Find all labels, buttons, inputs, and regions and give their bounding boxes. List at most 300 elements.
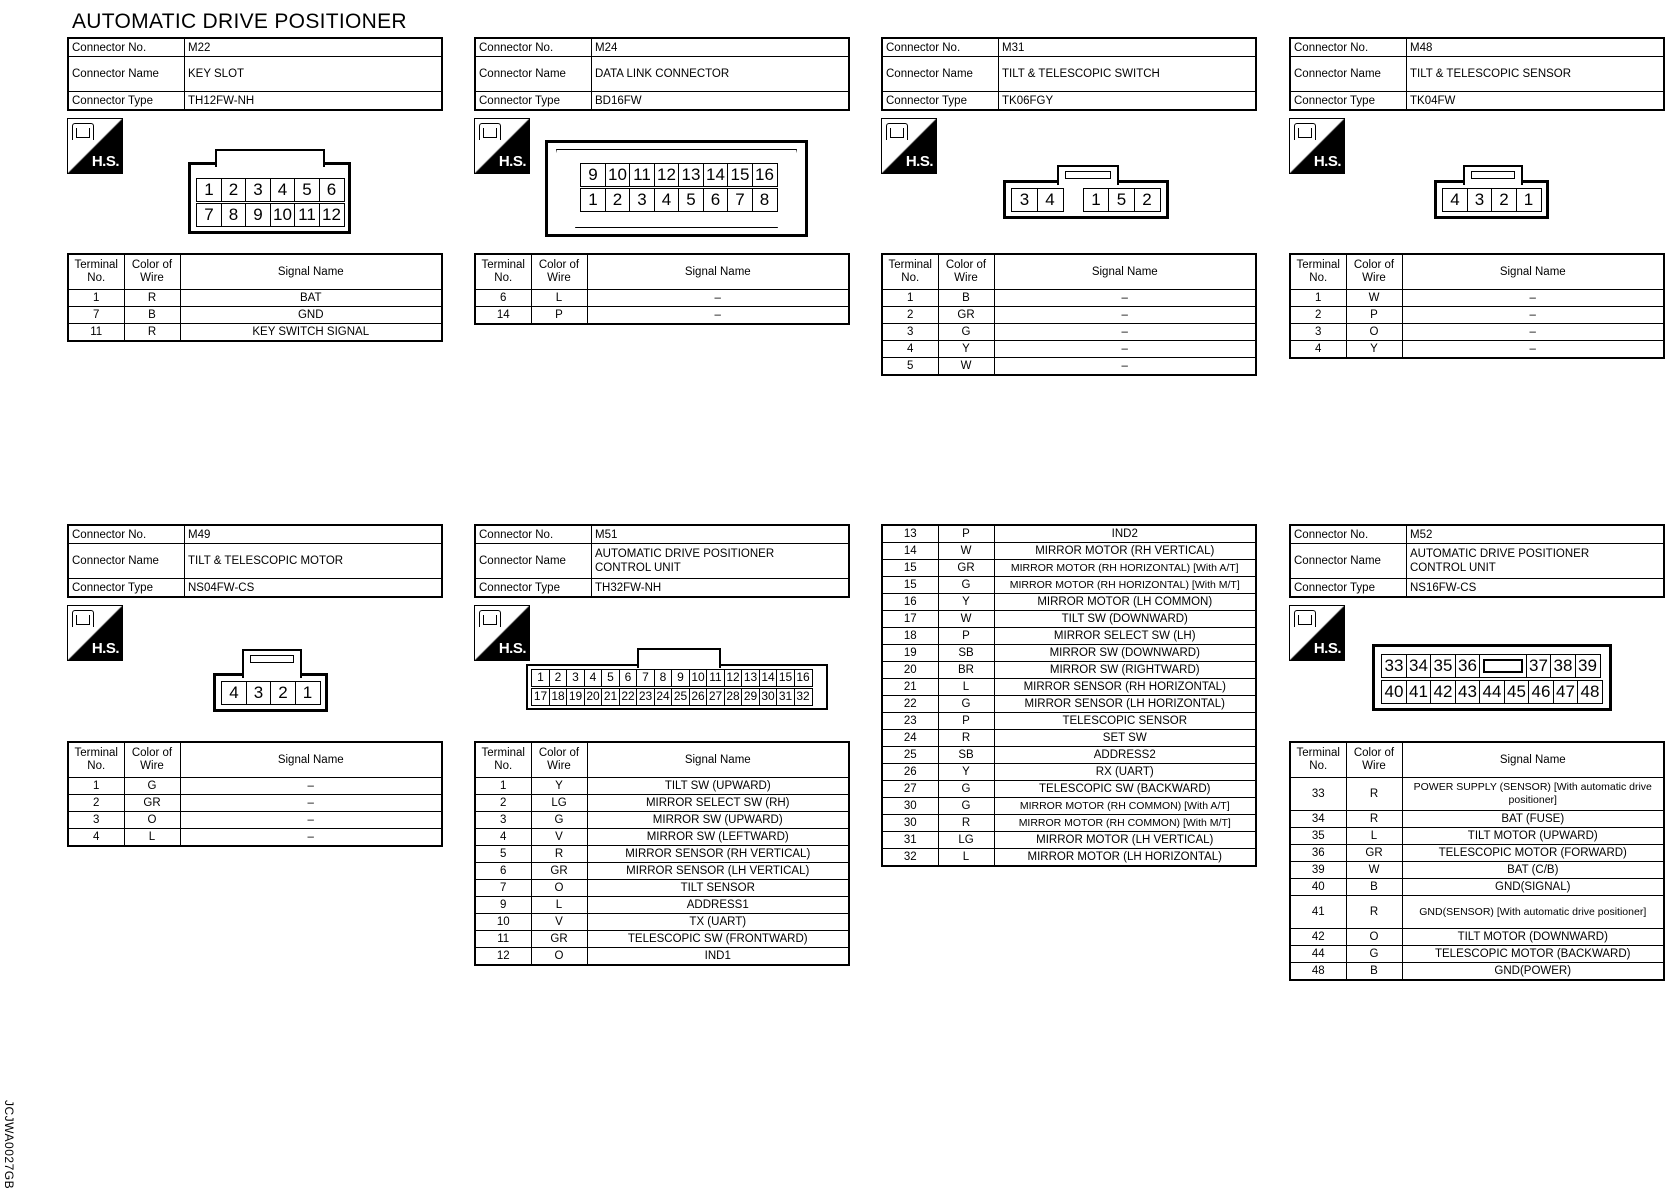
table-row	[882, 713, 1256, 730]
wire-color-cell: L	[531, 290, 587, 307]
connector-glyph-icon	[479, 610, 501, 627]
table-row	[1290, 845, 1664, 862]
signal-name-cell: –	[994, 358, 1256, 376]
wire-color-cell: R	[938, 730, 994, 747]
table-row	[1290, 811, 1664, 828]
terminal-no-cell: 27	[882, 781, 938, 798]
wire-color-cell: BR	[938, 662, 994, 679]
terminal-no-cell: 2	[475, 795, 531, 812]
signal-name-cell: TELESCOPIC SW (FRONTWARD)	[587, 931, 849, 948]
wire-color-cell: LG	[531, 795, 587, 812]
wire-color-cell: Y	[531, 778, 587, 795]
table-row	[1290, 946, 1664, 963]
hs-badge-label: H.S.	[905, 153, 933, 170]
signal-name-header: Signal Name	[994, 254, 1256, 290]
terminal-pin: 46	[1528, 680, 1554, 704]
terminal-no-cell: 7	[475, 880, 531, 897]
connector-type-label: Connector Type	[882, 92, 999, 111]
terminal-no-cell: 13	[882, 525, 938, 543]
terminal-no-cell: 3	[882, 324, 938, 341]
wire-color-cell: O	[1346, 929, 1402, 946]
signal-name-cell: GND	[180, 307, 442, 324]
wire-color-cell: V	[531, 829, 587, 846]
harness-side-icon	[881, 118, 937, 174]
terminal-pin: 14	[759, 669, 778, 687]
signal-name-cell: MIRROR SW (UPWARD)	[587, 812, 849, 829]
terminal-pin: 2	[1134, 188, 1161, 212]
terminal-pin: 4	[584, 669, 603, 687]
connector-type-value: BD16FW	[592, 92, 850, 111]
signal-name-cell: –	[1402, 324, 1664, 341]
terminal-no-cell: 32	[882, 849, 938, 867]
signal-name-cell: TELESCOPIC SW (BACKWARD)	[994, 781, 1256, 798]
pin-row-bottom	[531, 688, 811, 706]
terminal-pin: 44	[1479, 680, 1505, 704]
table-row	[882, 679, 1256, 696]
color-of-wire-header: Color of Wire	[124, 254, 180, 290]
terminal-no-cell: 1	[1290, 290, 1346, 307]
terminal-pin: 20	[584, 688, 603, 706]
terminal-no-cell: 10	[475, 914, 531, 931]
signal-name-cell: –	[180, 812, 442, 829]
table-row	[1290, 324, 1664, 341]
connector-m48-face	[1434, 180, 1549, 219]
table-row	[882, 577, 1256, 594]
terminal-no-cell: 24	[882, 730, 938, 747]
terminal-no-cell: 4	[1290, 341, 1346, 359]
connector-m48-header	[1289, 37, 1665, 111]
terminal-no-header: Terminal No.	[1290, 254, 1346, 290]
harness-side-icon	[1289, 605, 1345, 661]
terminal-pin: 35	[1430, 654, 1456, 678]
wire-color-cell: R	[124, 290, 180, 307]
signal-name-cell: BAT (C/B)	[1402, 862, 1664, 879]
table-row	[68, 290, 442, 307]
pin-row	[1442, 188, 1540, 212]
wire-color-cell: O	[531, 880, 587, 897]
signal-name-cell: –	[587, 307, 849, 325]
wire-color-cell: Y	[938, 341, 994, 358]
signal-name-cell: –	[994, 324, 1256, 341]
signal-name-cell: –	[587, 290, 849, 307]
table-row	[1290, 879, 1664, 896]
pin-row-bottom	[580, 188, 776, 212]
terminal-pin: 1	[196, 178, 222, 202]
connector-m48-signal-table	[1289, 253, 1665, 359]
terminal-pin: 25	[671, 688, 690, 706]
table-row	[882, 696, 1256, 713]
table-row	[68, 795, 442, 812]
terminal-pin: 45	[1504, 680, 1530, 704]
terminal-no-header: Terminal No.	[68, 254, 124, 290]
pin-row-top	[531, 669, 811, 687]
connector-no-value: M52	[1407, 525, 1665, 544]
connector-name-label: Connector Name	[475, 57, 592, 92]
table-row	[1290, 307, 1664, 324]
terminal-pin: 3	[246, 681, 272, 705]
connector-glyph-icon	[479, 123, 501, 140]
table-row	[1290, 778, 1664, 811]
wire-color-cell: B	[124, 307, 180, 324]
wire-color-cell: R	[1346, 896, 1402, 929]
terminal-pin: 19	[566, 688, 585, 706]
terminal-pin: 4	[1037, 188, 1064, 212]
signal-name-cell: POWER SUPPLY (SENSOR) [With automatic drive positioner]	[1402, 778, 1664, 811]
terminal-pin: 23	[636, 688, 655, 706]
connector-name-label: Connector Name	[68, 57, 185, 92]
connector-glyph-icon	[1294, 610, 1316, 627]
connector-m49-signal-table	[67, 741, 443, 847]
wire-color-cell: G	[124, 778, 180, 795]
signal-name-cell: IND1	[587, 948, 849, 966]
connector-m52-header	[1289, 524, 1665, 598]
terminal-no-cell: 9	[475, 897, 531, 914]
terminal-no-header: Terminal No.	[475, 254, 531, 290]
terminal-pin: 2	[1491, 188, 1517, 212]
wire-color-cell: G	[531, 812, 587, 829]
hs-badge-label: H.S.	[498, 153, 526, 170]
connector-no-label: Connector No.	[882, 38, 999, 57]
terminal-no-cell: 16	[882, 594, 938, 611]
wire-color-cell: P	[1346, 307, 1402, 324]
terminal-no-cell: 18	[882, 628, 938, 645]
terminal-pin: 22	[619, 688, 638, 706]
terminal-pin: 3	[566, 669, 585, 687]
table-row	[1290, 341, 1664, 359]
wire-color-cell: G	[938, 696, 994, 713]
terminal-pin: 13	[678, 163, 704, 187]
signal-name-cell: TELESCOPIC MOTOR (FORWARD)	[1402, 845, 1664, 862]
terminal-pin: 39	[1575, 654, 1601, 678]
signal-name-cell: MIRROR MOTOR (RH HORIZONTAL) [With A/T]	[994, 560, 1256, 577]
connector-name-value: TILT & TELESCOPIC MOTOR	[185, 544, 443, 579]
signal-name-cell: –	[1402, 307, 1664, 324]
wire-color-cell: R	[1346, 811, 1402, 828]
terminal-pin: 9	[671, 669, 690, 687]
signal-name-header: Signal Name	[180, 742, 442, 778]
terminal-pin: 4	[221, 681, 247, 705]
terminal-pin: 15	[727, 163, 753, 187]
wire-color-cell: L	[938, 849, 994, 867]
connector-type-label: Connector Type	[475, 579, 592, 598]
connector-no-label: Connector No.	[475, 38, 592, 57]
hs-badge-label: H.S.	[91, 640, 119, 657]
terminal-pin: 6	[319, 178, 345, 202]
connector-m51-signal-table	[474, 741, 850, 966]
table-row	[475, 948, 849, 966]
connector-type-value: NS16FW-CS	[1407, 579, 1665, 598]
table-row	[882, 764, 1256, 781]
terminal-pin: 27	[706, 688, 725, 706]
wire-color-cell: B	[1346, 879, 1402, 896]
table-row	[882, 730, 1256, 747]
connector-no-value: M48	[1407, 38, 1665, 57]
signal-name-cell: MIRROR SW (LEFTWARD)	[587, 829, 849, 846]
page-title: AUTOMATIC DRIVE POSITIONER	[72, 10, 407, 33]
harness-side-icon	[474, 605, 530, 661]
wire-color-cell: G	[938, 577, 994, 594]
terminal-no-cell: 15	[882, 577, 938, 594]
terminal-pin: 2	[605, 188, 631, 212]
connector-name-line2: CONTROL UNIT	[595, 562, 681, 574]
terminal-pin: 5	[294, 178, 320, 202]
wire-color-cell: P	[938, 713, 994, 730]
terminal-pin: 42	[1430, 680, 1456, 704]
signal-name-cell: MIRROR SELECT SW (LH)	[994, 628, 1256, 645]
signal-name-cell: IND2	[994, 525, 1256, 543]
terminal-no-cell: 20	[882, 662, 938, 679]
terminal-pin: 6	[703, 188, 729, 212]
terminal-pin: 11	[294, 203, 320, 227]
terminal-pin: 1	[1083, 188, 1110, 212]
terminal-pin: 36	[1455, 654, 1481, 678]
pin-cavity	[1479, 654, 1527, 678]
wire-color-cell: L	[1346, 828, 1402, 845]
terminal-no-cell: 5	[475, 846, 531, 863]
signal-name-cell: –	[1402, 290, 1664, 307]
terminal-pin: 5	[678, 188, 704, 212]
terminal-no-cell: 21	[882, 679, 938, 696]
signal-name-cell: –	[180, 778, 442, 795]
harness-side-icon	[474, 118, 530, 174]
terminal-pin: 10	[689, 669, 708, 687]
terminal-pin: 16	[752, 163, 778, 187]
connector-type-label: Connector Type	[68, 92, 185, 111]
table-row	[475, 307, 849, 325]
connector-name-value: TILT & TELESCOPIC SWITCH	[999, 57, 1257, 92]
terminal-pin: 17	[531, 688, 550, 706]
signal-name-cell: –	[1402, 341, 1664, 359]
connector-name-value: DATA LINK CONNECTOR	[592, 57, 850, 92]
terminal-no-cell: 1	[882, 290, 938, 307]
signal-name-cell: BAT	[180, 290, 442, 307]
wire-color-cell: GR	[938, 560, 994, 577]
connector-latch	[215, 149, 325, 167]
signal-name-cell: MIRROR SENSOR (RH VERTICAL)	[587, 846, 849, 863]
terminal-pin: 3	[1011, 188, 1038, 212]
terminal-pin: 1	[531, 669, 550, 687]
terminal-pin: 43	[1455, 680, 1481, 704]
terminal-pin: 9	[245, 203, 271, 227]
signal-name-cell: –	[994, 290, 1256, 307]
terminal-pin: 8	[221, 203, 247, 227]
wire-color-cell: B	[938, 290, 994, 307]
signal-name-header: Signal Name	[1402, 254, 1664, 290]
signal-name-cell: TX (UART)	[587, 914, 849, 931]
connector-latch	[242, 649, 302, 678]
connector-name-line1: AUTOMATIC DRIVE POSITIONER	[1410, 548, 1590, 560]
connector-m31-signal-table	[881, 253, 1257, 376]
color-of-wire-header: Color of Wire	[124, 742, 180, 778]
terminal-pin: 18	[549, 688, 568, 706]
color-of-wire-header: Color of Wire	[938, 254, 994, 290]
wire-color-cell: W	[938, 358, 994, 376]
wire-color-cell: V	[531, 914, 587, 931]
connector-no-label: Connector No.	[1290, 525, 1407, 544]
table-row	[882, 543, 1256, 560]
wire-color-cell: Y	[1346, 341, 1402, 359]
connector-no-value: M24	[592, 38, 850, 57]
terminal-pin: 11	[706, 669, 725, 687]
pin-row-top	[1381, 654, 1599, 678]
terminal-pin: 40	[1381, 680, 1407, 704]
terminal-pin: 3	[1467, 188, 1493, 212]
terminal-pin: 24	[654, 688, 673, 706]
harness-side-icon	[1289, 118, 1345, 174]
signal-name-cell: MIRROR SENSOR (RH HORIZONTAL)	[994, 679, 1256, 696]
table-row	[475, 778, 849, 795]
terminal-no-cell: 36	[1290, 845, 1346, 862]
terminal-pin: 34	[1406, 654, 1432, 678]
pin-row-top	[580, 163, 776, 187]
connector-glyph-icon	[886, 123, 908, 140]
connector-latch	[1057, 165, 1119, 185]
connector-m51-header	[474, 524, 850, 598]
signal-name-cell: GND(SIGNAL)	[1402, 879, 1664, 896]
signal-name-cell: MIRROR SW (DOWNWARD)	[994, 645, 1256, 662]
connector-type-label: Connector Type	[1290, 92, 1407, 111]
table-row	[882, 781, 1256, 798]
terminal-pin: 13	[741, 669, 760, 687]
signal-name-cell: MIRROR MOTOR (RH COMMON) [With A/T]	[994, 798, 1256, 815]
wire-color-cell: B	[1346, 963, 1402, 981]
signal-name-cell: TILT SW (DOWNWARD)	[994, 611, 1256, 628]
terminal-no-cell: 30	[882, 815, 938, 832]
table-row	[475, 914, 849, 931]
terminal-no-cell: 44	[1290, 946, 1346, 963]
terminal-pin: 47	[1553, 680, 1579, 704]
table-row	[68, 324, 442, 342]
table-row	[882, 307, 1256, 324]
terminal-no-cell: 41	[1290, 896, 1346, 929]
terminal-pin: 7	[636, 669, 655, 687]
wire-color-cell: R	[938, 815, 994, 832]
signal-name-header: Signal Name	[587, 254, 849, 290]
table-row	[882, 560, 1256, 577]
wire-color-cell: GR	[531, 931, 587, 948]
connector-type-label: Connector Type	[475, 92, 592, 111]
pin-row	[221, 681, 319, 705]
terminal-no-cell: 1	[475, 778, 531, 795]
pin-row	[1011, 188, 1159, 212]
terminal-pin: 8	[752, 188, 778, 212]
terminal-pin: 9	[580, 163, 606, 187]
terminal-no-cell: 4	[882, 341, 938, 358]
connector-m24-header	[474, 37, 850, 111]
terminal-pin: 1	[295, 681, 321, 705]
terminal-pin: 14	[703, 163, 729, 187]
terminal-no-cell: 30	[882, 798, 938, 815]
connector-name-label: Connector Name	[882, 57, 999, 92]
connector-m49-face	[213, 673, 328, 712]
connector-m24-signal-table	[474, 253, 850, 325]
terminal-no-cell: 23	[882, 713, 938, 730]
table-row	[475, 812, 849, 829]
signal-name-cell: TILT SW (UPWARD)	[587, 778, 849, 795]
connector-no-value: M49	[185, 525, 443, 544]
table-row	[882, 324, 1256, 341]
color-of-wire-header: Color of Wire	[531, 254, 587, 290]
signal-name-cell: GND(POWER)	[1402, 963, 1664, 981]
connector-latch	[637, 648, 721, 668]
connector-name-label: Connector Name	[475, 544, 592, 579]
wire-color-cell: G	[938, 781, 994, 798]
connector-name-value	[1407, 544, 1665, 579]
signal-name-cell: MIRROR MOTOR (RH VERTICAL)	[994, 543, 1256, 560]
signal-name-cell: MIRROR SW (RIGHTWARD)	[994, 662, 1256, 679]
terminal-pin: 32	[794, 688, 813, 706]
terminal-no-cell: 11	[475, 931, 531, 948]
table-row	[68, 812, 442, 829]
terminal-no-cell: 15	[882, 560, 938, 577]
connector-type-value: TH32FW-NH	[592, 579, 850, 598]
signal-name-cell: KEY SWITCH SIGNAL	[180, 324, 442, 342]
wire-color-cell: G	[1346, 946, 1402, 963]
connector-m24-face	[545, 140, 808, 237]
signal-name-cell: –	[994, 341, 1256, 358]
wire-color-cell: R	[531, 846, 587, 863]
terminal-pin: 12	[724, 669, 743, 687]
wire-color-cell: W	[938, 543, 994, 560]
signal-name-cell: TELESCOPIC MOTOR (BACKWARD)	[1402, 946, 1664, 963]
color-of-wire-header: Color of Wire	[531, 742, 587, 778]
hs-badge-label: H.S.	[1313, 153, 1341, 170]
signal-name-cell: MIRROR MOTOR (LH HORIZONTAL)	[994, 849, 1256, 867]
terminal-no-cell: 40	[1290, 879, 1346, 896]
terminal-pin: 48	[1577, 680, 1603, 704]
table-row	[475, 880, 849, 897]
terminal-no-cell: 4	[68, 829, 124, 847]
connector-latch	[1463, 165, 1523, 185]
hs-badge-label: H.S.	[498, 640, 526, 657]
harness-side-icon	[67, 118, 123, 174]
terminal-no-cell: 12	[475, 948, 531, 966]
terminal-no-cell: 1	[68, 290, 124, 307]
signal-name-cell: TELESCOPIC SENSOR	[994, 713, 1256, 730]
terminal-no-cell: 14	[882, 543, 938, 560]
terminal-no-cell: 31	[882, 832, 938, 849]
terminal-pin: 2	[549, 669, 568, 687]
terminal-no-cell: 34	[1290, 811, 1346, 828]
wire-color-cell: P	[531, 307, 587, 325]
terminal-pin: 11	[629, 163, 655, 187]
pin-row-bottom	[1381, 680, 1602, 704]
table-row	[882, 798, 1256, 815]
terminal-no-cell: 3	[475, 812, 531, 829]
table-row	[1290, 290, 1664, 307]
terminal-pin: 5	[1108, 188, 1135, 212]
harness-side-icon	[67, 605, 123, 661]
connector-m22-header	[67, 37, 443, 111]
wire-color-cell: GR	[531, 863, 587, 880]
terminal-pin: 2	[221, 178, 247, 202]
wire-color-cell: G	[938, 798, 994, 815]
wire-color-cell: Y	[938, 764, 994, 781]
wire-color-cell: SB	[938, 747, 994, 764]
signal-name-cell: MIRROR SENSOR (LH HORIZONTAL)	[994, 696, 1256, 713]
connector-type-value: TK04FW	[1407, 92, 1665, 111]
connector-glyph-icon	[1294, 123, 1316, 140]
signal-name-cell: MIRROR MOTOR (RH HORIZONTAL) [With M/T]	[994, 577, 1256, 594]
pin-row-bottom	[196, 203, 343, 227]
wire-color-cell: W	[1346, 862, 1402, 879]
hs-badge-label: H.S.	[1313, 640, 1341, 657]
terminal-no-cell: 14	[475, 307, 531, 325]
connector-name-line1: AUTOMATIC DRIVE POSITIONER	[595, 548, 775, 560]
signal-name-header: Signal Name	[180, 254, 442, 290]
connector-name-label: Connector Name	[1290, 57, 1407, 92]
connector-no-value: M31	[999, 38, 1257, 57]
